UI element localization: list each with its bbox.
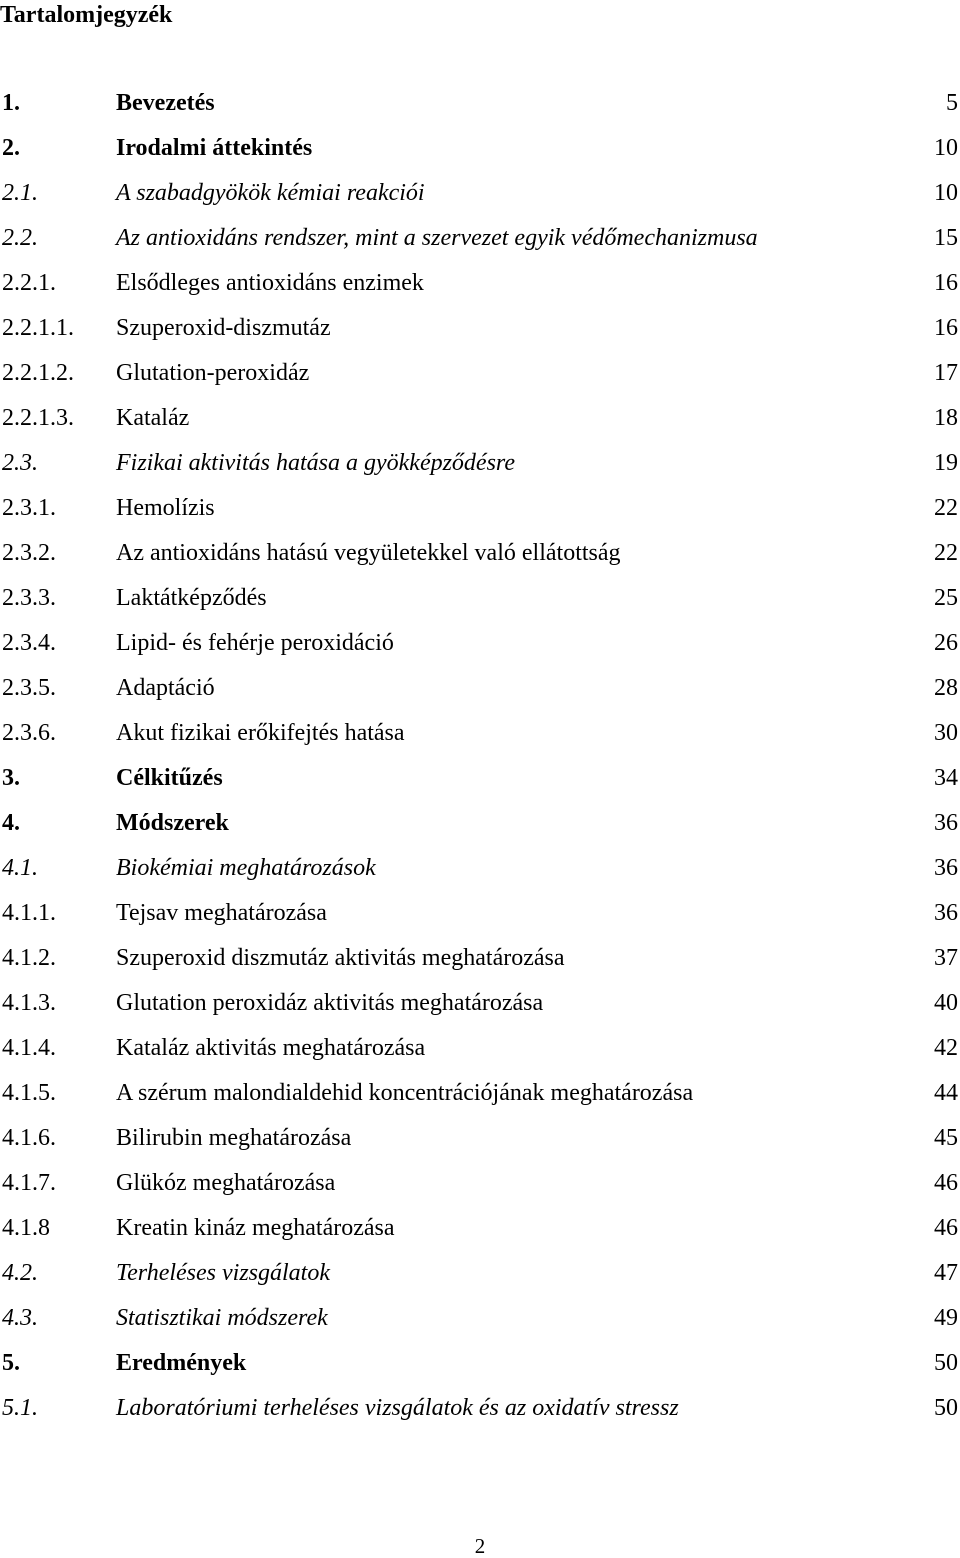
toc-entry[interactable] bbox=[0, 1345, 960, 1390]
toc-entry-number: 4.1.8 bbox=[2, 1215, 50, 1241]
toc-entry-page: 26 bbox=[934, 630, 958, 656]
toc-entry[interactable] bbox=[0, 1075, 960, 1120]
toc-entry-page: 46 bbox=[934, 1170, 958, 1196]
toc-entry[interactable] bbox=[0, 220, 960, 265]
toc-entry-page: 36 bbox=[934, 900, 958, 926]
toc-entry[interactable] bbox=[0, 265, 960, 310]
toc-entry-title: Kataláz aktivitás meghatározása bbox=[116, 1035, 426, 1061]
toc-entry-page: 37 bbox=[934, 945, 958, 971]
toc-entry-number: 3. bbox=[2, 765, 20, 791]
toc-entry-title: Statisztikai módszerek bbox=[116, 1305, 328, 1331]
toc-entry-title: Glükóz meghatározása bbox=[116, 1170, 336, 1196]
toc-entry-page: 10 bbox=[934, 135, 958, 161]
toc-entry-title: Szuperoxid-diszmutáz bbox=[116, 315, 331, 341]
toc-entry-number: 2. bbox=[2, 135, 20, 161]
toc-entry-title: Glutation-peroxidáz bbox=[116, 360, 310, 386]
toc-entry-number: 2.3.3. bbox=[2, 585, 56, 611]
toc-entry[interactable] bbox=[0, 355, 960, 400]
toc-entry-page: 22 bbox=[934, 540, 958, 566]
toc-entry-page: 25 bbox=[934, 585, 958, 611]
toc-entry-title: Célkitűzés bbox=[116, 765, 223, 791]
toc-entry-page: 40 bbox=[934, 990, 958, 1016]
toc-entry-page: 34 bbox=[934, 765, 958, 791]
toc-entry-number: 2.2.1. bbox=[2, 270, 56, 296]
toc-entry-page: 50 bbox=[934, 1395, 958, 1421]
toc-entry[interactable] bbox=[0, 580, 960, 625]
toc-entry-title: Laktátképződés bbox=[116, 585, 267, 611]
toc-entry-page: 16 bbox=[934, 315, 958, 341]
toc-entry[interactable] bbox=[0, 760, 960, 805]
toc-entry[interactable] bbox=[0, 625, 960, 670]
toc-entry[interactable] bbox=[0, 1120, 960, 1165]
toc-entry-page: 16 bbox=[934, 270, 958, 296]
toc-entry-title: Eredmények bbox=[116, 1350, 247, 1376]
toc-entry-page: 47 bbox=[934, 1260, 958, 1286]
toc-entry-number: 4.1.5. bbox=[2, 1080, 56, 1106]
toc-entry[interactable] bbox=[0, 715, 960, 760]
toc-entry-page: 30 bbox=[934, 720, 958, 746]
toc-entry-number: 4.1.4. bbox=[2, 1035, 56, 1061]
toc-entry-number: 2.2.1.1. bbox=[2, 315, 74, 341]
toc-entry[interactable] bbox=[0, 850, 960, 895]
toc-entry-page: 46 bbox=[934, 1215, 958, 1241]
toc-entry-number: 2.3.2. bbox=[2, 540, 56, 566]
toc-entry-number: 2.3.5. bbox=[2, 675, 56, 701]
toc-entry-title: Lipid- és fehérje peroxidáció bbox=[116, 630, 394, 656]
toc-entry[interactable] bbox=[0, 1210, 960, 1255]
toc-entry-number: 2.1. bbox=[2, 180, 38, 206]
toc-entry-page: 44 bbox=[934, 1080, 958, 1106]
toc-entry-number: 2.2.1.3. bbox=[2, 405, 74, 431]
toc-entry[interactable] bbox=[0, 400, 960, 445]
toc-entry[interactable] bbox=[0, 940, 960, 985]
toc-entry-page: 5 bbox=[946, 90, 958, 116]
toc-entry[interactable] bbox=[0, 1390, 960, 1435]
toc-entry-number: 2.3. bbox=[2, 450, 38, 476]
toc-entry[interactable] bbox=[0, 445, 960, 490]
toc-entry-title: Akut fizikai erőkifejtés hatása bbox=[116, 720, 405, 746]
toc-entry-page: 19 bbox=[934, 450, 958, 476]
toc-entry-number: 4.1.3. bbox=[2, 990, 56, 1016]
table-of-contents bbox=[0, 85, 960, 1435]
toc-entry-title: Kataláz bbox=[116, 405, 190, 431]
toc-entry[interactable] bbox=[0, 895, 960, 940]
toc-entry-number: 4.1.2. bbox=[2, 945, 56, 971]
toc-entry-title: Glutation peroxidáz aktivitás meghatározása bbox=[116, 990, 544, 1016]
toc-entry-page: 36 bbox=[934, 810, 958, 836]
toc-entry-number: 5.1. bbox=[2, 1395, 38, 1421]
page-title: Tartalomjegyzék bbox=[0, 2, 173, 28]
toc-entry-number: 2.3.1. bbox=[2, 495, 56, 521]
toc-entry-number: 2.2.1.2. bbox=[2, 360, 74, 386]
toc-entry-page: 49 bbox=[934, 1305, 958, 1331]
toc-entry[interactable] bbox=[0, 535, 960, 580]
toc-entry[interactable] bbox=[0, 1165, 960, 1210]
toc-entry-number: 4.3. bbox=[2, 1305, 38, 1331]
toc-entry[interactable] bbox=[0, 670, 960, 715]
toc-entry-title: Laboratóriumi terheléses vizsgálatok és az oxidatív stressz bbox=[116, 1395, 679, 1421]
toc-entry-page: 28 bbox=[934, 675, 958, 701]
toc-entry-title: Kreatin kináz meghatározása bbox=[116, 1215, 395, 1241]
toc-entry[interactable] bbox=[0, 85, 960, 130]
toc-entry-title: Adaptáció bbox=[116, 675, 215, 701]
toc-entry-number: 4. bbox=[2, 810, 20, 836]
toc-entry-title: Biokémiai meghatározások bbox=[116, 855, 376, 881]
toc-entry[interactable] bbox=[0, 805, 960, 850]
toc-entry[interactable] bbox=[0, 130, 960, 175]
toc-entry-number: 4.1.1. bbox=[2, 900, 56, 926]
toc-entry-title: Az antioxidáns hatású vegyületekkel való ellátottság bbox=[116, 540, 621, 566]
toc-entry-page: 50 bbox=[934, 1350, 958, 1376]
toc-entry-number: 5. bbox=[2, 1350, 20, 1376]
toc-entry-page: 36 bbox=[934, 855, 958, 881]
toc-entry[interactable] bbox=[0, 490, 960, 535]
toc-entry-title: Hemolízis bbox=[116, 495, 215, 521]
toc-entry-title: Bevezetés bbox=[116, 90, 215, 116]
toc-entry-title: Terheléses vizsgálatok bbox=[116, 1260, 330, 1286]
toc-entry[interactable] bbox=[0, 1255, 960, 1300]
toc-entry-title: Fizikai aktivitás hatása a gyökképződésre bbox=[116, 450, 516, 476]
toc-entry-number: 2.2. bbox=[2, 225, 38, 251]
toc-entry-number: 4.1.6. bbox=[2, 1125, 56, 1151]
toc-entry-title: A szabadgyökök kémiai reakciói bbox=[116, 180, 425, 206]
page-number: 2 bbox=[474, 1534, 486, 1558]
toc-entry[interactable] bbox=[0, 1300, 960, 1345]
toc-entry-title: Szuperoxid diszmutáz aktivitás meghatározása bbox=[116, 945, 565, 971]
toc-entry[interactable] bbox=[0, 310, 960, 355]
toc-entry-number: 4.1. bbox=[2, 855, 38, 881]
toc-entry-page: 22 bbox=[934, 495, 958, 521]
toc-entry-number: 2.3.6. bbox=[2, 720, 56, 746]
toc-entry-page: 10 bbox=[934, 180, 958, 206]
toc-entry-page: 18 bbox=[934, 405, 958, 431]
toc-entry-number: 4.1.7. bbox=[2, 1170, 56, 1196]
toc-entry-number: 4.2. bbox=[2, 1260, 38, 1286]
toc-entry-number: 1. bbox=[2, 90, 20, 116]
toc-entry-page: 15 bbox=[934, 225, 958, 251]
toc-entry-title: Irodalmi áttekintés bbox=[116, 135, 313, 161]
toc-entry-title: Bilirubin meghatározása bbox=[116, 1125, 352, 1151]
toc-entry-title: Módszerek bbox=[116, 810, 229, 836]
toc-entry-page: 17 bbox=[934, 360, 958, 386]
toc-entry-page: 45 bbox=[934, 1125, 958, 1151]
toc-entry-title: Tejsav meghatározása bbox=[116, 900, 327, 926]
toc-entry-title: Elsődleges antioxidáns enzimek bbox=[116, 270, 424, 296]
toc-entry-title: Az antioxidáns rendszer, mint a szervezet egyik védőmechanizmusa bbox=[116, 225, 758, 251]
toc-entry[interactable] bbox=[0, 1030, 960, 1075]
toc-entry-number: 2.3.4. bbox=[2, 630, 56, 656]
toc-entry-title: A szérum malondialdehid koncentrációjának meghatározása bbox=[116, 1080, 694, 1106]
toc-entry[interactable] bbox=[0, 985, 960, 1030]
toc-entry[interactable] bbox=[0, 175, 960, 220]
toc-entry-page: 42 bbox=[934, 1035, 958, 1061]
